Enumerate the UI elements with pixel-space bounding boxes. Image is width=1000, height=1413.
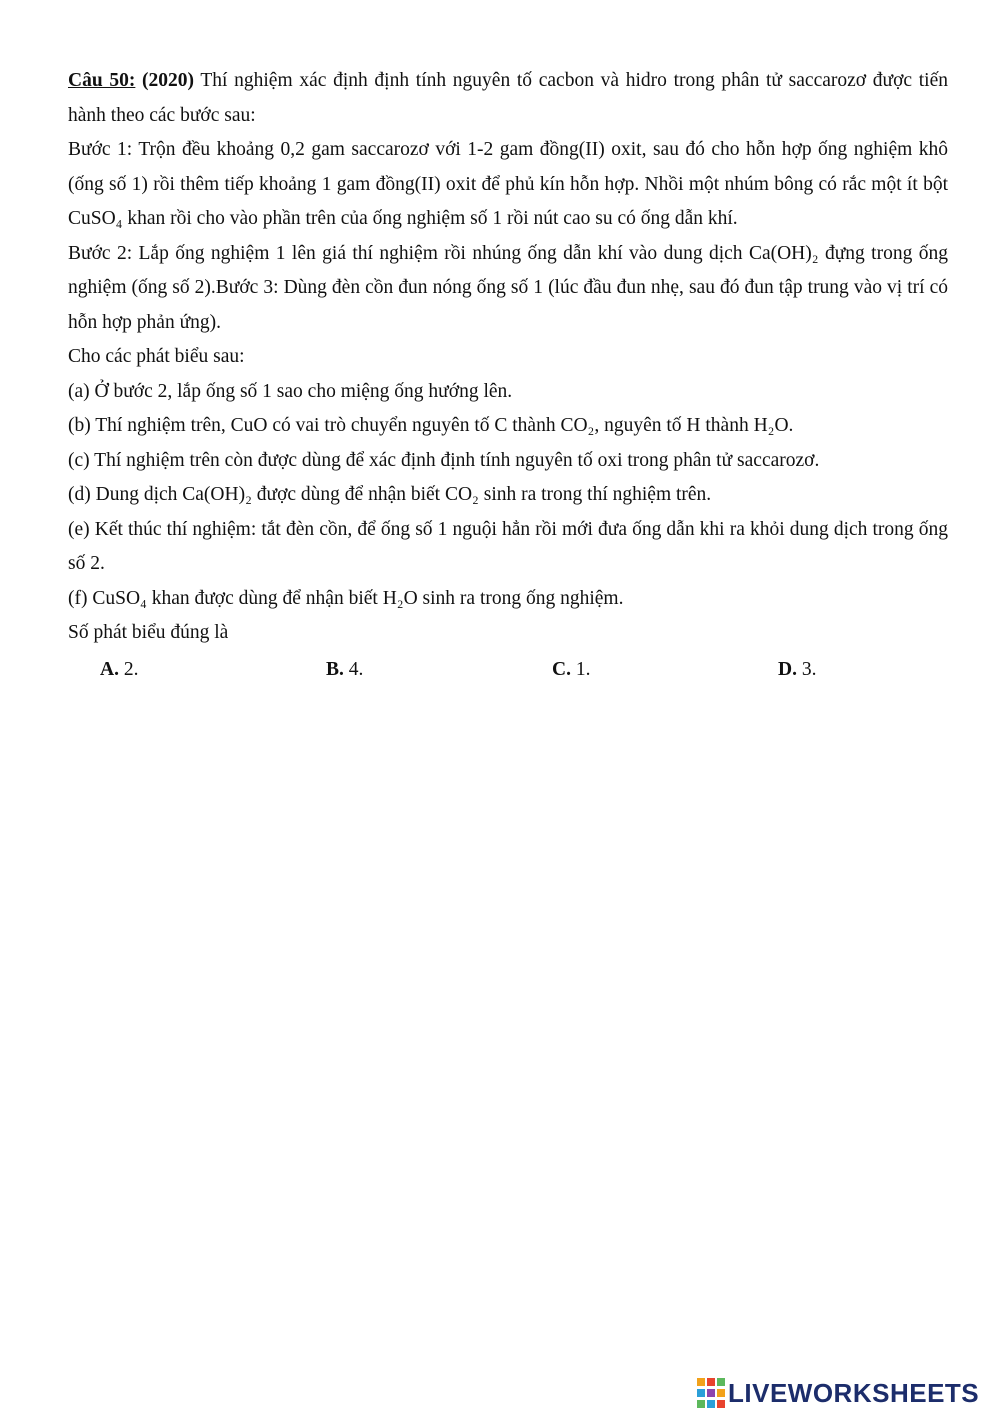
option-d-label: D. — [778, 658, 797, 680]
liveworksheets-logo[interactable] — [697, 1376, 979, 1410]
option-d[interactable] — [778, 653, 816, 688]
option-c[interactable] — [552, 653, 590, 688]
option-a-value: 2. — [118, 658, 139, 680]
liveworksheets-wordmark: LIVEWORKSHEETS — [728, 1377, 980, 1408]
option-a-label: A. — [100, 658, 119, 680]
question-intro-text: Thí nghiệm xác định định tính nguyên tố cacbon và hidro trong phân tử saccarozơ được tiến hành theo các bước sau: — [68, 70, 948, 126]
statement-b: (b) Thí nghiệm trên, CuO có vai trò chuyển nguyên tố C thành CO₂, nguyên tố H thành H₂O. — [68, 415, 794, 436]
question-number: Câu 50: — [68, 70, 136, 91]
option-a[interactable] — [100, 653, 138, 688]
option-d-value: 3. — [796, 658, 817, 680]
step-2-3: Bước 2: Lắp ống nghiệm 1 lên giá thí nghiệm rồi nhúng ống dẫn khí vào dung dịch Ca(OH)₂ đựng trong ống nghiệm (ống số 2).Bước 3: Dùng đèn cồn đun nóng ống số 1 (lúc đầu đun nhẹ, sau đó đun tập trung vào vị trí có hỗn hợp phản ứng). — [68, 242, 948, 333]
statements-prompt: Cho các phát biểu sau: — [68, 346, 245, 367]
question-intro — [68, 64, 948, 133]
question-year: (2020) — [142, 70, 195, 91]
statement-e: (e) Kết thúc thí nghiệm: tắt đèn cồn, để ống số 1 nguội hẳn rồi mới đưa ống dẫn khi ra khỏi dung dịch trong ống số 2. — [68, 518, 948, 574]
statement-c: (c) Thí nghiệm trên còn được dùng để xác định định tính nguyên tố oxi trong phân tử saccarozơ. — [68, 449, 820, 471]
option-b-value: 4. — [343, 658, 364, 680]
option-c-value: 1. — [570, 658, 591, 680]
question-block — [68, 64, 948, 687]
option-c-label: C. — [552, 658, 571, 680]
liveworksheets-logo-icon — [697, 1378, 725, 1408]
step-1: Bước 1: Trộn đều khoảng 0,2 gam saccarozơ với 1-2 gam đồng(II) oxit, sau đó cho hỗn hợp ống nghiệm khô (ống số 1) rồi thêm tiếp khoảng 1 gam đồng(II) oxit để phủ kín hỗn hợp. Nhồi một nhúm bông có rắc một ít bột CuSO₄ khan rồi cho vào phần trên của ống nghiệm số 1 rồi nút cao su có ống dẫn khí. — [68, 139, 948, 229]
answer-options — [68, 653, 948, 687]
statement-d: (d) Dung dịch Ca(OH)₂ được dùng để nhận biết CO₂ sinh ra trong thí nghiệm trên. — [68, 484, 712, 505]
statement-f: (f) CuSO₄ khan được dùng để nhận biết H₂O sinh ra trong ống nghiệm. — [68, 587, 624, 609]
option-b-label: B. — [326, 658, 344, 680]
option-b[interactable] — [326, 653, 363, 688]
question-ask: Số phát biểu đúng là — [68, 622, 229, 643]
statement-a: (a) Ở bước 2, lắp ống số 1 sao cho miệng ống hướng lên. — [68, 380, 513, 402]
